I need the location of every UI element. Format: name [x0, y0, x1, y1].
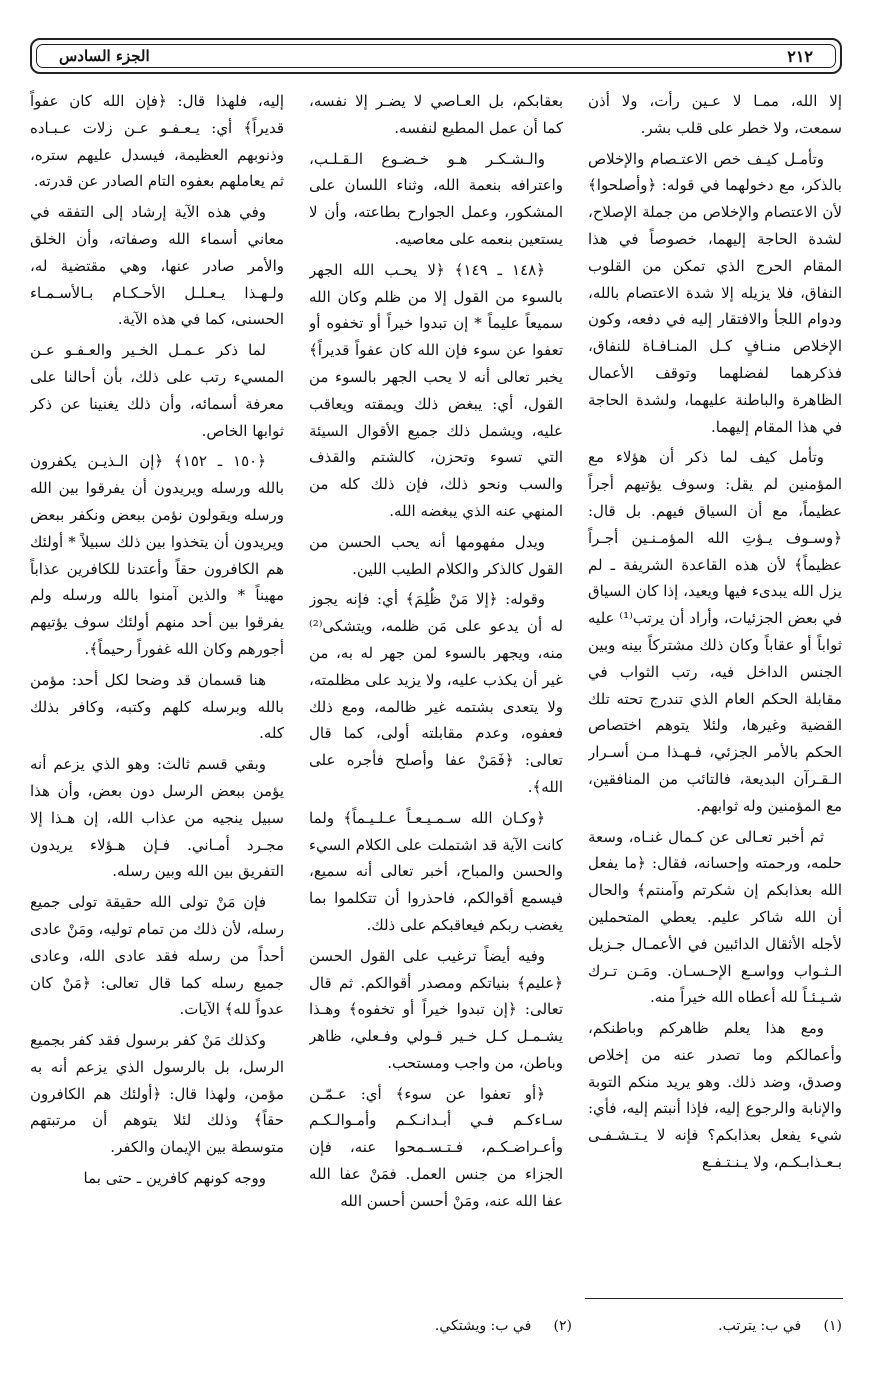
paragraph: ﴿وكـان الله سـمـيـعـاً عـلـيـماً﴾ ولما كانت الآية قد اشتملت على الكلام السيء والحسن والمباح، أخبر تعالى أنه سميع، فيسمع أقوالكم، فاحذروا أن تتكلموا بما يغضب ربكم فيعاقبكم على ذلك. [309, 808, 563, 934]
paragraph: وكذلك مَنْ كفر برسول فقد كفر بجميع الرسل، بل بالرسول الذي يزعم أنه به مؤمن، ولهذا قال: ﴿أولئك هم الكافرون حقاً﴾ وذلك لئلا يتوهم أن مرتبتهم متوسطة بين الإيمان والكفر. [30, 1031, 284, 1157]
column-left [30, 88, 284, 1283]
part-title: الجزء السادس [59, 47, 150, 65]
paragraph: ثم أخبر تعـالى عن كـمال غنـاه، وسعة حلمه، ورحمته وإحسانه، فقال: ﴿ما يفعل الله بعذابكم إن شكرتم وآمنتم﴾ والحال أن الله شاكر عليم. يعطي المتحملين لأجله الأثقال الدائبين في الأعمـال جـزيل الـثـواب وواسـع الإحـسـان. ومَـن تـرك شـيـئـاً لله أعطاه الله خيراً منه. [588, 827, 842, 1007]
paragraph: وقوله: ﴿إلا مَنْ ظُلِمَ﴾ أي: فإنه يجوز له أن يدعو على مَن ظلمه، ويتشكى⁽²⁾ منه، ويجهر بالسوء لمن جهر له به، من غير أن يكذب عليه، ولا يزيد على مظلمته، ولا يتعدى بشتمه غير ظالمه، ومع ذلك فعفوه، وعدم مقابلته أولى، كما قال تعالى: ﴿فَمَنْ عفا وأصلح فأجره على الله﴾. [309, 590, 563, 796]
paragraph: وفي هذه الآية إرشاد إلى التفقه في معاني أسماء الله وصفاته، وأن الخلق والأمر صادر عنها، وهي مقتضية له، ولـهـذا يـعـلـل الأحـكـام بـالأسـمـاء الحسنى، كما في هذه الآية. [30, 203, 284, 329]
footnote-2 [302, 1318, 572, 1348]
paragraph: إليه، فلهذا قال: ﴿فإن الله كان عفواً قديراً﴾ أي: يـعـفـو عـن زلات عـبـاده وذنوبهم العظيمة، فيسدل عليهم ستره، ثم يعاملهم بعفوه التام الصادر عن قدرته. [30, 92, 284, 191]
paragraph: إلا الله، ممـا لا عـين رأت، ولا أذن سمعت، ولا خطر على قلب بشر. [588, 92, 842, 137]
paragraph: ﴿١٥٠ ـ ١٥٢﴾ ﴿إن الـذيـن يكفرون بالله ورسله ويريدون أن يفرقوا بين الله ورسله ويقولون نؤمن ببعض ونكفر ببعض ويريدون أن يتخذوا بين ذلك سبيلاً * أولئك هم الكافرون حقاً وأعتدنا للكافرين عذاباً مهيناً * والذين آمنوا بالله ورسله ولم يفرقوا بين أحد منهم أولئك سوف يؤتيهم أجورهم وكان الله غفوراً رحيماً﴾. [30, 452, 284, 658]
paragraph: لما ذكر عـمـل الخـير والعـفـو عـن المسيء رتب على ذلك، بأن أحالنا على معرفة أسمائه، وأن ذلك يغنينا عن ذكر ثوابها الخاص. [30, 341, 284, 440]
paragraph: ومع هذا يعلم ظاهركم وباطنكم، وأعمالكم وما تصدر عنه من إخلاص وصدق، وضد ذلك. وهو يريد منكم التوبة والإنابة والرجوع إليه، فإذا أنبتم إليه، فأي: شيء يفعل بعذابكم؟ فإنه لا يـتـشـفـى بـعـذابـكـم، ولا يـنـتـفـع [588, 1019, 842, 1172]
paragraph: وفيه أيضاً ترغيب على القول الحسن ﴿عليم﴾ بنياتكم ومصدر أقوالكم. ثم قال تعالى: ﴿إن تبدوا خيراً أو تخفوه﴾ وهـذا يشـمـل كـل خـير قـولي وفـعلي، ظاهر وباطن، من واجب ومستحب. [309, 946, 563, 1072]
footnote-1 [572, 1318, 842, 1348]
paragraph: هنا قسمان قد وضحا لكل أحد: مؤمن بالله وبرسله كلهم وكتبه، وكافر بذلك كله. [30, 670, 284, 743]
page-number: ٢١٢ [787, 46, 813, 66]
paragraph: ﴿أو تعفوا عن سوء﴾ أي: عـمّـن سـاءكـم فـي أبـدانـكـم وأمـوالـكـم وأعـراضـكـم، فـتـسـمحوا عنه، فإن الجزاء من جنس العمل. فمَنْ عفا الله عفا الله عنه، ومَنْ أحسن أحسن الله [309, 1084, 563, 1210]
paragraph: وتأمل كيف لما ذكر أن هؤلاء مع المؤمنين لم يقل: وسوف يؤتيهم أجراً عظيماً، مع أن السياق فيهم. بل قال: ﴿وسـوف يـؤتِ الله المؤمـنـين أجـراً عظيماً﴾ لأن هذه القاعدة الشريفة ـ لم يزل الله يبدىء فيها ويعيد، إذا كان السياق في بعض الجزئيات، وأراد أن يرتب⁽¹⁾ عليه ثواباً أو عقاباً وكان ذلك مشتركاً بينه وبين الجنس الداخل فيه، رتب الثواب في مقابلة الحكم العام الذي تندرج تحته تلك القضية وغيرها، ولئلا يتوهم اختصاص الحكم بالأمر الجزئي، فـهـذا مـن أسـرار الـقـرآن البديعة، فالتائب من المنافقين، مع المؤمنين وله ثوابهم. [588, 448, 842, 815]
column-right [588, 88, 842, 1283]
footnote-divider [585, 1298, 843, 1299]
footnotes [30, 1318, 842, 1348]
footnote-text: في ب: يترتب. [718, 1318, 802, 1334]
page-header [30, 38, 842, 74]
paragraph: ﴿١٤٨ ـ ١٤٩﴾ ﴿لا يحـب الله الجهر بالسوء من القول إلا من ظلم وكان الله سميعاً عليماً * إن تبدوا خيراً أو تخفوه أو تعفوا عن سوء فإن الله كان عفواً قديراً﴾ يخبر تعالى أنه لا يحب الجهر بالسوء من القول، أي: يبغض ذلك ويمقته ويعاقب عليه، ويشمل ذلك جميع الأقوال السيئة التي تسوء وتحزن، كالشتم والقذف والسب ونحو ذلك، فإن ذلك كله من المنهي عنه الذي يبغضه الله. [309, 260, 563, 520]
paragraph: بعقابكم، بل العـاصي لا يضـر إلا نفسه، كما أن عمل المطيع لنفسه. [309, 92, 563, 137]
footnote-text: في ب: ويشتكي. [434, 1318, 532, 1334]
footnote-marker: (٢) [553, 1318, 572, 1334]
column-middle [309, 88, 563, 1283]
paragraph: والـشـكـر هـو خـضـوع الـقـلـب، واعترافه بنعمة الله، وثناء اللسان على المشكور، وعمل الجوارح بطاعته، وأن لا يستعين بنعمه على معاصيه. [309, 149, 563, 248]
paragraph: ويدل مفهومها أنه يحب الحسن من القول كالذكر والكلام الطيب اللين. [309, 532, 563, 578]
paragraph: وتأمـل كيـف خص الاعتـصام والإخلاص بالذكر، مع دخولهما في قوله: ﴿وأصلحوا﴾ لأن الاعتصام والإخلاص من جملة الإصلاح، لشدة الحاجة إليهما، خصوصاً في هذا المقام الحرج الذي تمكن من القلوب النفاق، فلا يزيله إلا شدة الاعتصام بالله، ودوام اللجأ والافتقار إليه في دفعه، وكون الإخلاص منـافٍ كـل المنـافـاة للنفاق، فذكرهما لفضلهما وتوقف الأعمال الظاهرة والباطنة عليهما، ولشدة الحاجة في هذا المقام إليهما. [588, 149, 842, 436]
paragraph: وبقي قسم ثالث: وهو الذي يزعم أنه يؤمن ببعض الرسل دون بعض، وأن هذا سبيل ينجيه من عذاب الله، إن هـذا إلا مجـرد أمـاني. فـإن هـؤلاء يريدون التفريق بين الله وبين رسله. [30, 755, 284, 881]
paragraph: ووجه كونهم كافرين ـ حتى بما [83, 1169, 266, 1188]
page-header-inner [36, 44, 836, 68]
footnote-marker: (١) [823, 1318, 842, 1334]
paragraph: فإن مَنْ تولى الله حقيقة تولى جميع رسله، لأن ذلك من تمام توليه، ومَنْ عادى أحداً من رسله فقد عادى الله، وعادى جميع رسله كما قال تعالى: ﴿مَنْ كان عدواً لله﴾ الآيات. [30, 893, 284, 1019]
text-columns [30, 88, 842, 1283]
